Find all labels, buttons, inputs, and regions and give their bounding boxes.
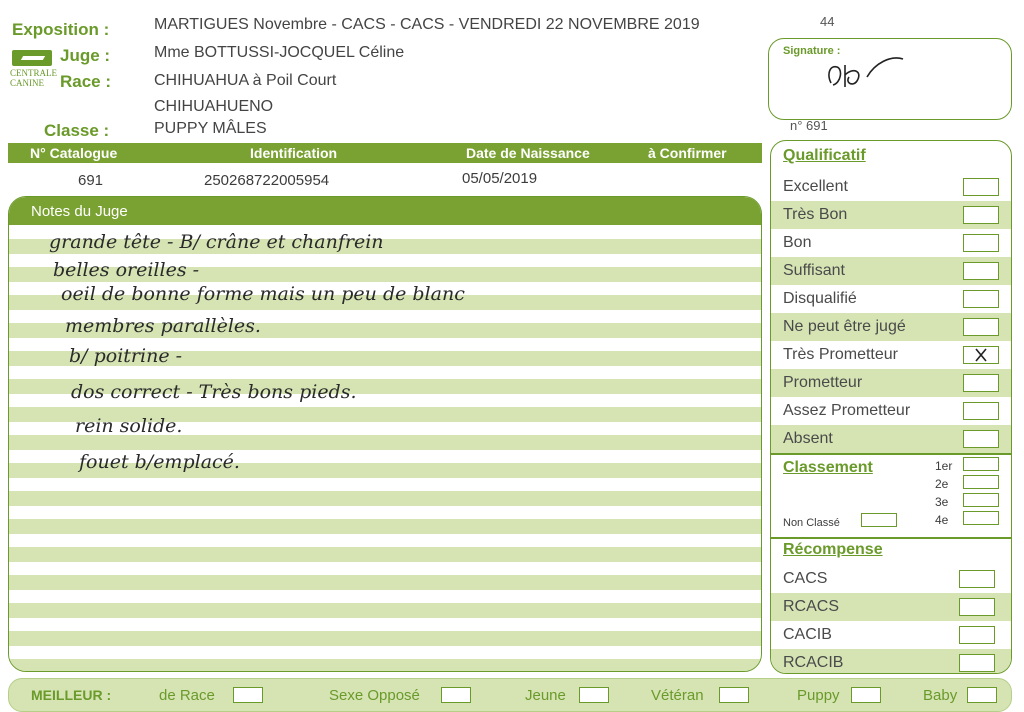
checkbox[interactable] [963, 290, 999, 308]
rank-2-checkbox[interactable] [963, 475, 999, 489]
qualificatif-item [771, 425, 1011, 453]
checkbox[interactable] [963, 402, 999, 420]
centrale-canine-logo [10, 50, 58, 90]
qualificatif-item [771, 313, 1011, 341]
logo-line-2: CANINE [10, 78, 44, 88]
note-line-6: dos correct - Très bons pieds. [71, 381, 357, 403]
qualificatif-label: Absent [783, 430, 833, 447]
qualification-panel [770, 140, 1012, 674]
note-line-5: b/ poitrine - [69, 345, 183, 367]
meilleur-baby-checkbox[interactable] [967, 687, 997, 703]
checkbox[interactable] [959, 570, 995, 588]
checkbox[interactable] [963, 374, 999, 392]
meilleur-baby-label: Baby [923, 687, 958, 704]
qualificatif-item [771, 173, 1011, 201]
checkbox[interactable] [959, 654, 995, 672]
notes-title: Notes du Juge [31, 203, 128, 220]
cell-date-naissance: 05/05/2019 [462, 170, 538, 187]
page-number: 44 [820, 14, 835, 29]
qualificatif-item [771, 285, 1011, 313]
rank-1-checkbox[interactable] [963, 457, 999, 471]
qualificatif-item [771, 341, 1011, 369]
checkbox[interactable] [963, 206, 999, 224]
meilleur-sexe-oppose-label: Sexe Opposé [329, 687, 420, 704]
catalog-number-tag: n° 691 [790, 118, 828, 133]
cell-catalogue: 691 [78, 172, 104, 189]
recompense-item [771, 565, 1011, 593]
qualificatif-label: Très Bon [783, 206, 848, 223]
qualificatif-item [771, 397, 1011, 425]
checkbox[interactable] [963, 178, 999, 196]
recompense-label: CACS [783, 570, 828, 587]
rank-2-label: 2e [935, 477, 949, 491]
rank-3-checkbox[interactable] [963, 493, 999, 507]
qualificatif-item [771, 201, 1011, 229]
exposition-value: MARTIGUES Novembre - CACS - CACS - VENDREDI 22 NOVEMBRE 2019 [154, 16, 700, 33]
meilleur-label: MEILLEUR : [31, 687, 112, 703]
note-line-1: grande tête - B/ crâne et chanfrein [49, 231, 384, 253]
meilleur-veteran-checkbox[interactable] [719, 687, 749, 703]
qualificatif-label: Bon [783, 234, 812, 251]
checkbox[interactable] [963, 234, 999, 252]
notes-header [9, 197, 761, 225]
recompense-label: RCACS [783, 598, 840, 615]
rank-4-label: 4e [935, 513, 949, 527]
qualificatif-label: Assez Prometteur [783, 402, 911, 419]
qualificatif-label: Ne peut être jugé [783, 318, 906, 335]
juge-value: Mme BOTTUSSI-JOCQUEL Céline [154, 44, 405, 61]
col-a-confirmer: à Confirmer [648, 145, 727, 161]
logo-line-1: CENTRALE [10, 68, 57, 78]
qualificatif-label: Disqualifié [783, 290, 857, 307]
signature-box [768, 38, 1012, 120]
rank-4-checkbox[interactable] [963, 511, 999, 525]
recompense-item [771, 649, 1011, 674]
classe-label: Classe : [44, 121, 110, 140]
checkbox[interactable] [963, 430, 999, 448]
note-line-8: fouet b/emplacé. [79, 451, 240, 473]
qualificatif-item [771, 369, 1011, 397]
recompense-item [771, 621, 1011, 649]
qualificatif-label: Suffisant [783, 262, 845, 279]
meilleur-jeune-label: Jeune [525, 687, 566, 704]
recompense-title: Récompense [783, 541, 883, 558]
qualificatif-item [771, 257, 1011, 285]
non-classe-checkbox[interactable] [861, 513, 897, 527]
juge-label: Juge : [60, 46, 111, 65]
race-value-2: CHIHUAHUENO [154, 98, 274, 115]
recompense-item [771, 593, 1011, 621]
race-label: Race : [60, 72, 112, 91]
col-date-naissance: Date de Naissance [466, 145, 590, 161]
note-line-7: rein solide. [75, 415, 183, 437]
checkbox[interactable] [963, 318, 999, 336]
exposition-label: Exposition : [12, 20, 110, 39]
note-line-2: belles oreilles - [53, 259, 200, 281]
recompense-label: CACIB [783, 626, 832, 643]
signature-drawing [819, 53, 939, 99]
qualificatif-label: Prometteur [783, 374, 863, 391]
meilleur-de-race-checkbox[interactable] [233, 687, 263, 703]
meilleur-sexe-oppose-checkbox[interactable] [441, 687, 471, 703]
note-line-3: oeil de bonne forme mais un peu de blanc [61, 283, 465, 305]
meilleur-puppy-checkbox[interactable] [851, 687, 881, 703]
checkbox[interactable] [959, 626, 995, 644]
classement-title: Classement [783, 459, 873, 476]
qualificatif-item [771, 229, 1011, 257]
rank-1-label: 1er [935, 459, 953, 473]
checkbox[interactable] [959, 598, 995, 616]
x-mark-icon [964, 347, 998, 363]
meilleur-jeune-checkbox[interactable] [579, 687, 609, 703]
meilleur-veteran-label: Vétéran [651, 687, 704, 704]
col-identification: Identification [250, 145, 338, 161]
checkbox[interactable] [963, 262, 999, 280]
non-classe-label: Non Classé [783, 517, 840, 529]
col-catalogue: N° Catalogue [30, 145, 118, 161]
race-value-1: CHIHUAHUA à Poil Court [154, 72, 337, 89]
meilleur-de-race-label: de Race [159, 687, 215, 704]
qualificatif-title: Qualificatif [783, 147, 866, 164]
table-header-bar [8, 143, 762, 163]
qualificatif-label: Excellent [783, 178, 848, 195]
cell-identification: 250268722005954 [204, 172, 330, 189]
qualificatif-label: Très Prometteur [783, 346, 898, 363]
recompense-label: RCACIB [783, 654, 844, 671]
note-line-4: membres parallèles. [65, 315, 261, 337]
meilleur-puppy-label: Puppy [797, 687, 840, 704]
classe-value: PUPPY MÂLES [154, 120, 267, 137]
meilleur-bar [8, 678, 1012, 712]
notes-panel [8, 196, 762, 672]
checkbox-checked[interactable] [963, 346, 999, 364]
signature-label: Signature : [783, 45, 841, 57]
rank-3-label: 3e [935, 495, 949, 509]
